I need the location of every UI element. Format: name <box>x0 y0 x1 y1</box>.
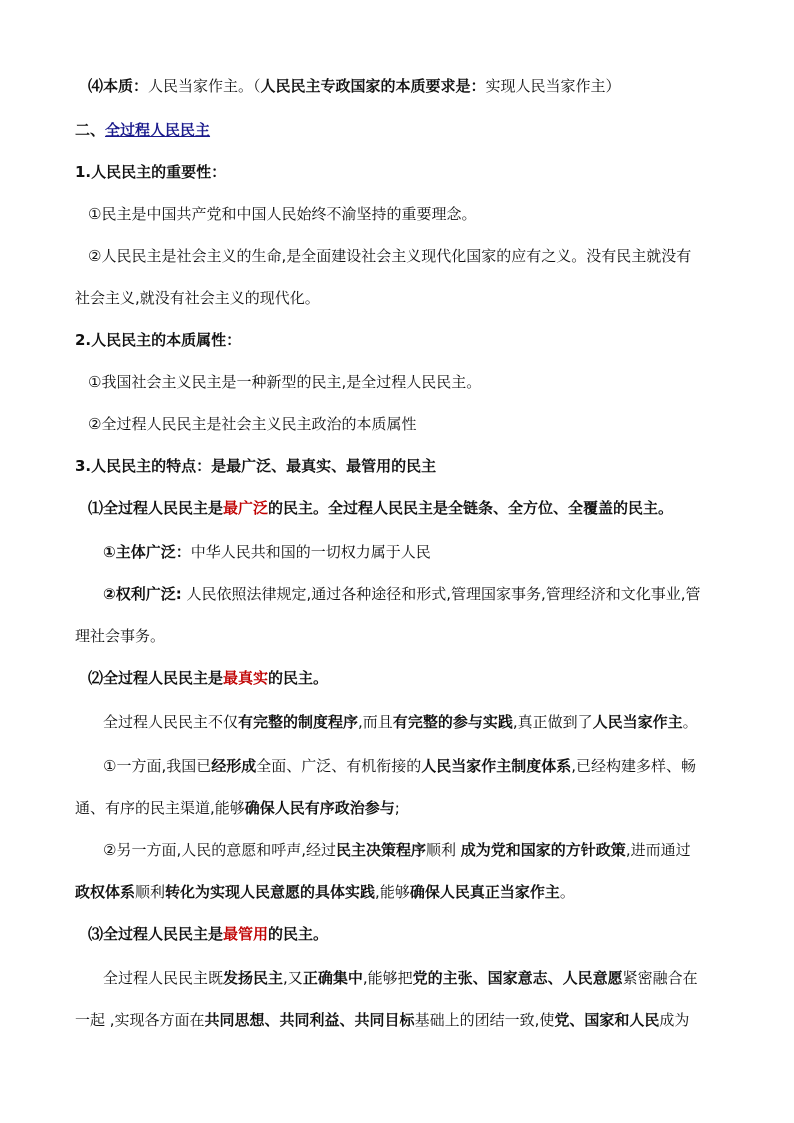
text-run: ,能够把 <box>362 969 413 987</box>
feature-1-sub-2-line-2: 理社会事务。 <box>75 627 166 645</box>
bold-run: 发扬民主 <box>223 969 284 987</box>
heading-essence-attribute: 2.人民民主的本质属性： <box>75 331 242 349</box>
attribute-item-2: ②全过程人民民主是社会主义民主政治的本质属性 <box>88 415 417 433</box>
bold-run: 成为党和国家的方针政策 <box>460 841 626 859</box>
text-run: 。 <box>682 713 698 731</box>
bold-run: 转化为实现人民意愿的具体实践 <box>165 883 376 901</box>
attribute-item-1: ①我国社会主义民主是一种新型的民主,是全过程人民民主。 <box>88 373 482 391</box>
text-run: 顺利 <box>426 841 461 859</box>
feature-3 <box>0 918 794 950</box>
subject-label: ①主体广泛： <box>103 543 191 561</box>
essence-label: ⑷本质： <box>88 77 149 95</box>
bold-run: 正确集中 <box>302 969 363 987</box>
bold-run: 政权体系 <box>75 883 136 901</box>
bold-run: 党、国家和人民 <box>554 1011 660 1029</box>
essence-text: 人民当家作主。（ <box>148 77 261 95</box>
feature-3-paragraph <box>0 962 794 994</box>
essence-line <box>0 70 794 102</box>
feature-3-highlight: 最管用 <box>223 925 269 943</box>
rights-label: ②权利广泛: <box>103 585 182 603</box>
bold-run: 有完整的制度程序 <box>238 713 359 731</box>
heading-importance: 1.人民民主的重要性： <box>75 163 227 181</box>
text-run: 顺利 <box>135 883 166 901</box>
feature-1-sub-1 <box>0 536 794 568</box>
subject-text: 中华人民共和国的一切权力属于人民 <box>190 543 431 561</box>
importance-item-2-line-2: 社会主义,就没有社会主义的现代化。 <box>75 289 320 307</box>
text-run: ②另一方面,人民的意愿和呼声,经过 <box>103 841 336 859</box>
text-run: ,而且 <box>358 713 393 731</box>
section-title-link[interactable]: 全过程人民民主 <box>105 121 211 139</box>
text-run: 通、有序的民主渠道,能够 <box>75 799 245 817</box>
feature-2-item-2 <box>0 834 794 866</box>
text-run: 基础上的团结一致,使 <box>414 1011 555 1029</box>
rights-text: 人民依照法律规定,通过各种途径和形式,管理国家事务,管理经济和文化事业,管 <box>181 585 701 603</box>
feature-2-a: ⑵全过程人民民主是 <box>88 669 224 687</box>
text-run: ,已经构建多样、畅 <box>571 757 697 775</box>
feature-1-b: 的民主。全过程人民民主是全链条、全方位、全覆盖的民主。 <box>268 499 674 517</box>
text-run: 全过程人民民主不仅 <box>103 713 239 731</box>
text-run: ①一方面,我国已 <box>103 757 212 775</box>
heading-features: 3.人民民主的特点：是最广泛、最真实、最管用的民主 <box>75 457 437 475</box>
bold-run: 确保人民真正当家作主 <box>409 883 560 901</box>
feature-2-paragraph <box>0 706 794 738</box>
text-run: ,又 <box>283 969 303 987</box>
feature-1-highlight: 最广泛 <box>223 499 269 517</box>
bold-run: 共同思想、共同利益、共同目标 <box>204 1011 415 1029</box>
importance-item-2-line-1: ②人民民主是社会主义的生命,是全面建设社会主义现代化国家的应有之义。没有民主就没有 <box>88 247 692 265</box>
text-run: 成为 <box>659 1011 690 1029</box>
feature-2-item-1-line-2 <box>0 792 794 824</box>
bold-run: 有完整的参与实践 <box>392 713 513 731</box>
text-run: ,进而通过 <box>625 841 691 859</box>
bold-run: 党的主张、国家意志、人民意愿 <box>412 969 623 987</box>
text-run: 紧密融合在 <box>622 969 698 987</box>
feature-2-b: 的民主。 <box>268 669 329 687</box>
bold-run: 确保人民有序政治参与 <box>244 799 395 817</box>
text-run: ,真正做到了 <box>512 713 593 731</box>
feature-2-item-2-line-2 <box>0 876 794 908</box>
feature-2-item-1 <box>0 750 794 782</box>
bold-run: 人民当家作主制度体系 <box>421 757 572 775</box>
feature-3-paragraph-line-2 <box>0 1004 794 1036</box>
text-run: 一起 ,实现各方面在 <box>75 1011 205 1029</box>
importance-item-1: ①民主是中国共产党和中国人民始终不渝坚持的重要理念。 <box>88 205 477 223</box>
text-run: 全过程人民民主既 <box>103 969 224 987</box>
text-run: ; <box>394 799 400 817</box>
essence-bold: 人民民主专政国家的本质要求是： <box>260 77 486 95</box>
feature-2 <box>0 662 794 694</box>
bold-run: 经形成 <box>211 757 257 775</box>
feature-1-sub-2 <box>0 578 794 610</box>
text-run: 全面、广泛、有机衔接的 <box>256 757 422 775</box>
section-heading <box>0 114 794 146</box>
feature-3-a: ⑶全过程人民民主是 <box>88 925 224 943</box>
bold-run: 人民当家作主 <box>592 713 683 731</box>
text-run: 。 <box>559 883 575 901</box>
text-run: ,能够 <box>375 883 410 901</box>
feature-2-highlight: 最真实 <box>223 669 269 687</box>
feature-1 <box>0 492 794 524</box>
section-prefix: 二、 <box>75 121 106 139</box>
bold-run: 民主决策程序 <box>336 841 427 859</box>
essence-text-2: 实现人民当家作主） <box>485 77 621 95</box>
feature-1-a: ⑴全过程人民民主是 <box>88 499 224 517</box>
feature-3-b: 的民主。 <box>268 925 329 943</box>
